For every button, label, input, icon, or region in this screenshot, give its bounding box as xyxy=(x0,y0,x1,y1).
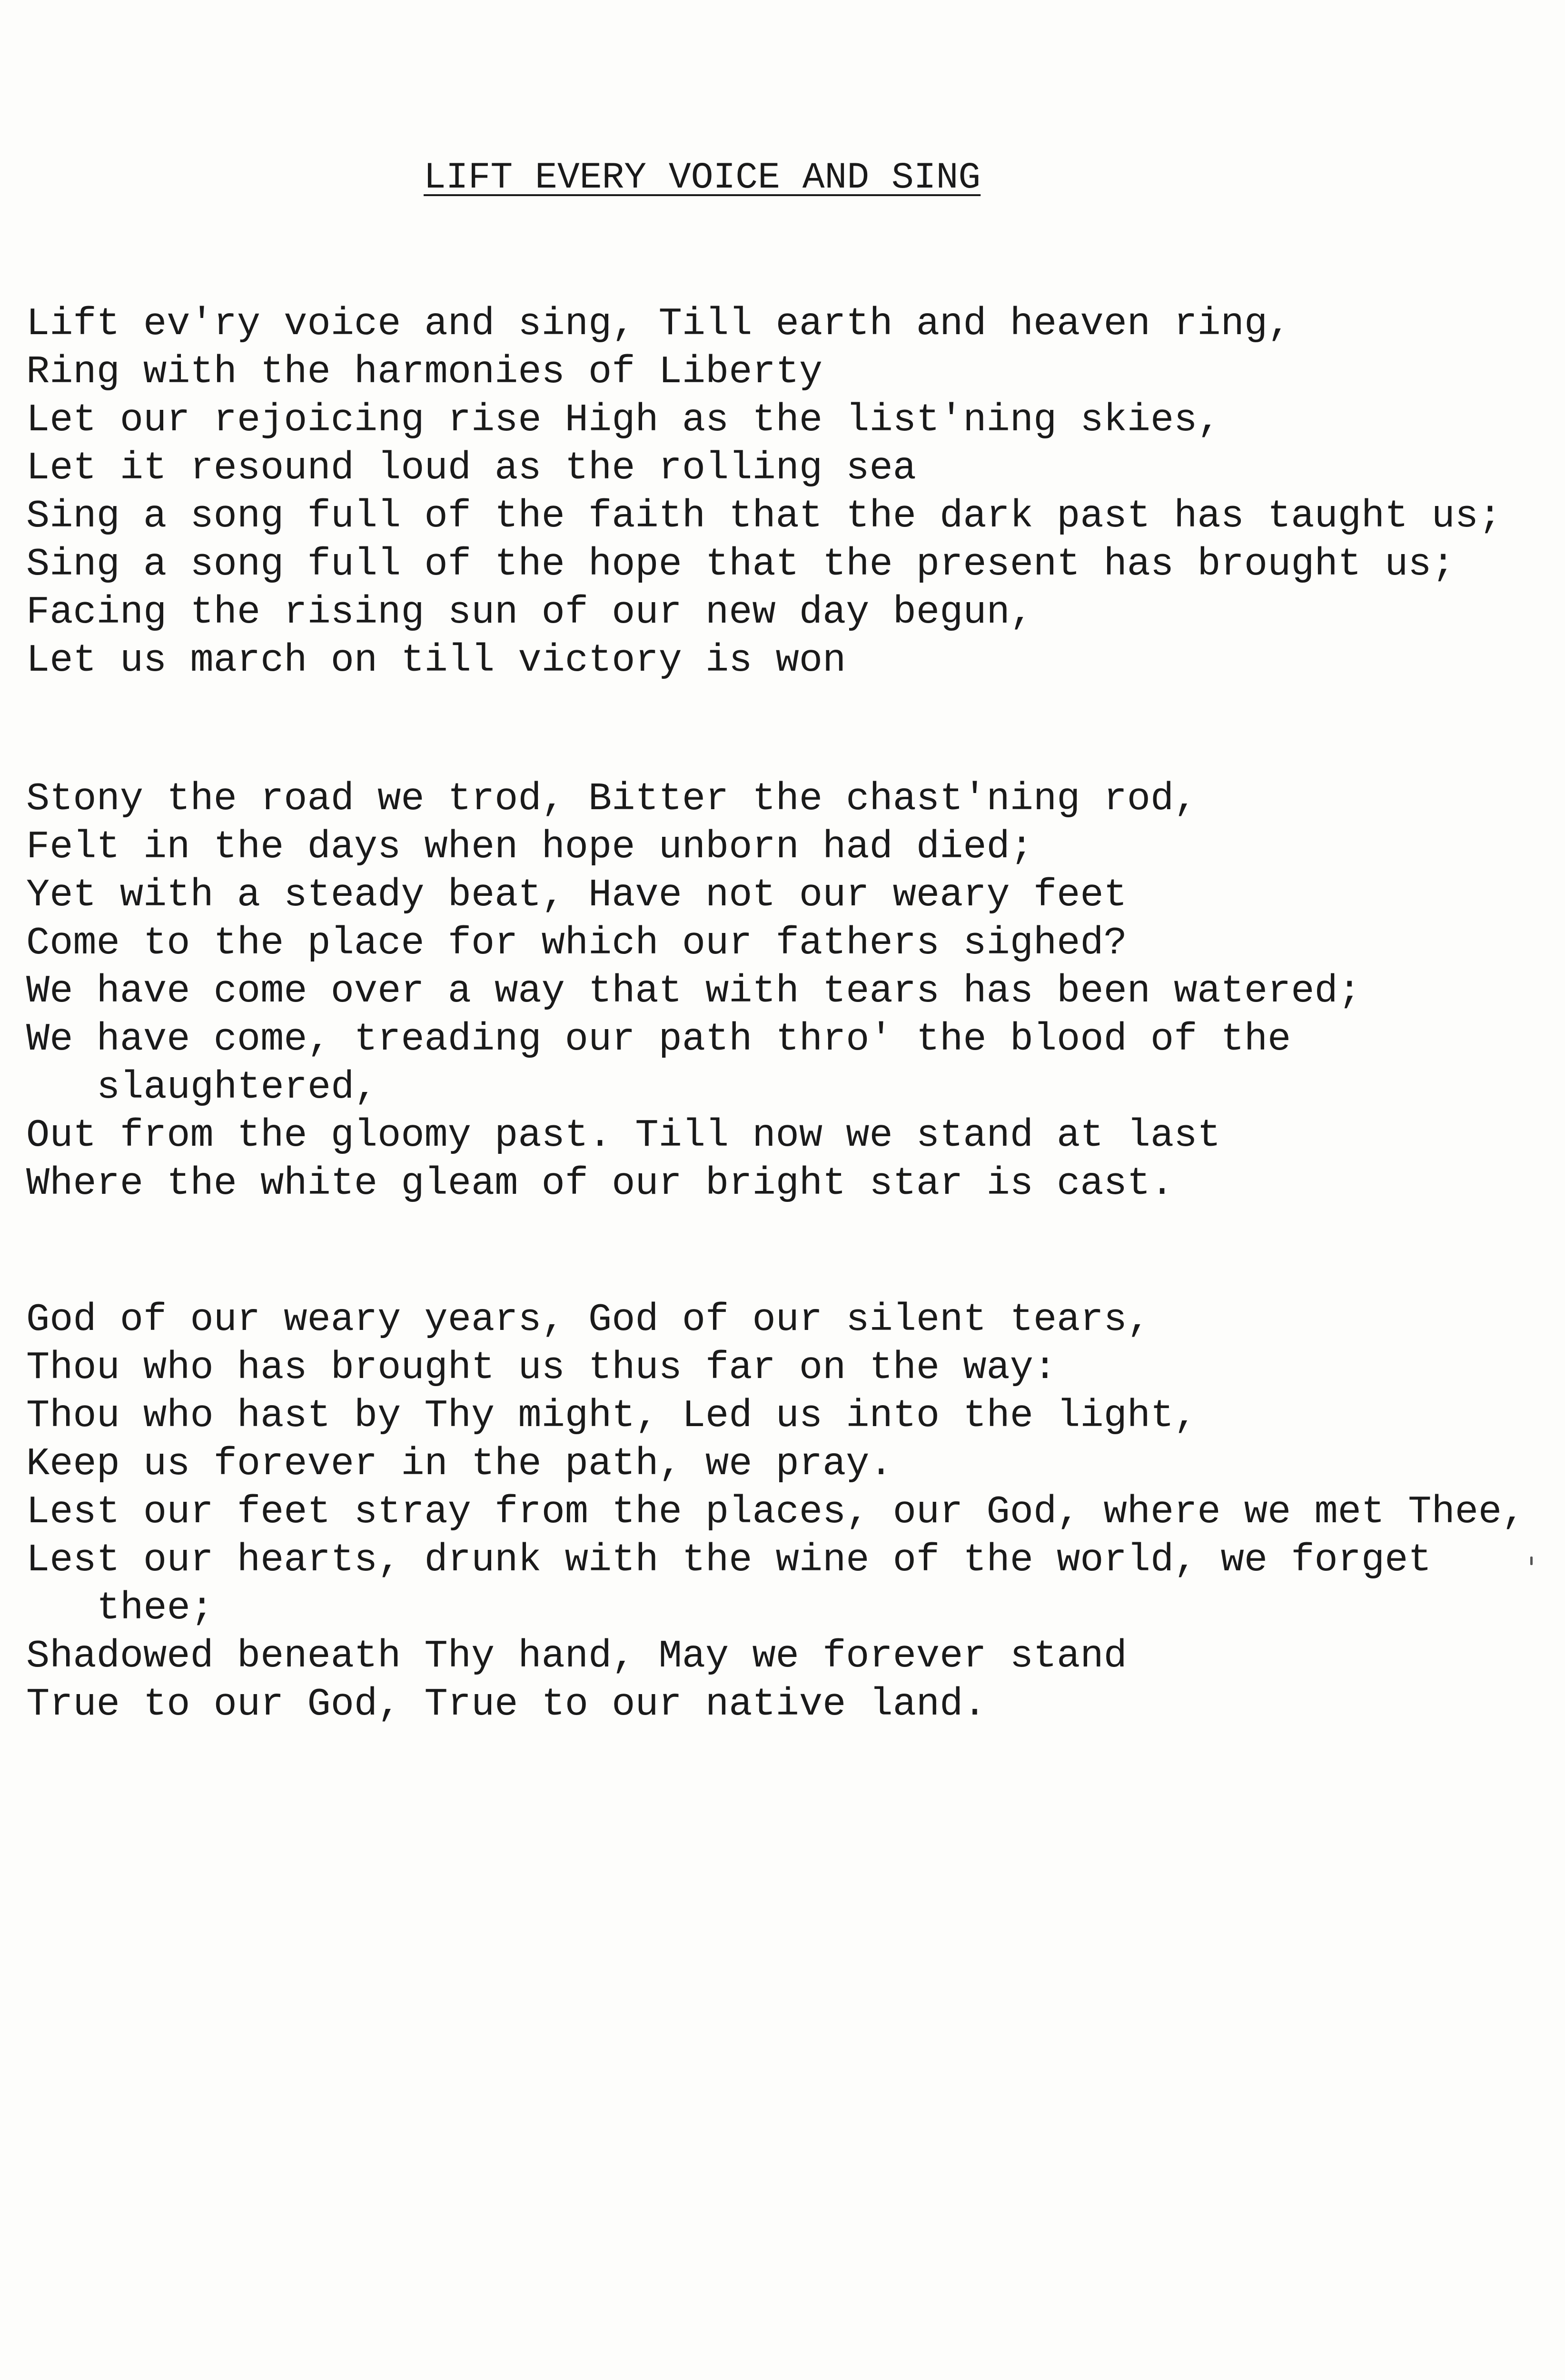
verse-line: Ring with the harmonies of Liberty xyxy=(26,350,823,394)
paper-speck xyxy=(1530,1557,1533,1565)
verse-2 xyxy=(26,775,1361,1208)
verse-line: Yet with a steady beat, Have not our weary feet xyxy=(26,873,1127,917)
verse-line: Where the white gleam of our bright star is cast. xyxy=(26,1161,1174,1206)
verse-line: Let us march on till victory is won xyxy=(26,638,846,683)
verse-line: Facing the rising sun of our new day begun, xyxy=(26,590,1033,635)
verse-line: Lest our hearts, drunk with the wine of the world, we forget xyxy=(26,1538,1432,1582)
verse-line: We have come over a way that with tears has been watered; xyxy=(26,969,1361,1013)
verse-line: Lift ev'ry voice and sing, Till earth and heaven ring, xyxy=(26,302,1291,346)
verse-line: Out from the gloomy past. Till now we stand at last xyxy=(26,1113,1221,1158)
verse-line: God of our weary years, God of our silent tears, xyxy=(26,1298,1150,1342)
verse-line: Stony the road we trod, Bitter the chast'ning rod, xyxy=(26,777,1198,821)
verse-line: Thou who has brought us thus far on the way: xyxy=(26,1346,1057,1390)
verse-line: Keep us forever in the path, we pray. xyxy=(26,1442,893,1486)
song-title: LIFT EVERY VOICE AND SING xyxy=(424,157,981,199)
verse-line: Felt in the days when hope unborn had died; xyxy=(26,825,1033,869)
verse-line: Lest our feet stray from the places, our God, where we met Thee, xyxy=(26,1490,1525,1534)
verse-line: Sing a song full of the hope that the present has brought us; xyxy=(26,542,1455,586)
verse-line: Shadowed beneath Thy hand, May we forever stand xyxy=(26,1634,1127,1678)
verse-line: Let our rejoicing rise High as the list'ning skies, xyxy=(26,398,1221,442)
verse-line: Come to the place for which our fathers sighed? xyxy=(26,921,1127,965)
verse-line-continuation: slaughtered, xyxy=(97,1065,378,1110)
verse-1 xyxy=(26,300,1502,684)
verse-line: Thou who hast by Thy might, Led us into the light, xyxy=(26,1394,1198,1438)
verse-line-continuation: thee; xyxy=(97,1586,214,1630)
verse-line: Sing a song full of the faith that the dark past has taught us; xyxy=(26,494,1502,538)
verse-line: True to our God, True to our native land. xyxy=(26,1682,987,1726)
verse-3 xyxy=(26,1296,1525,1728)
verse-line: We have come, treading our path thro' the blood of the xyxy=(26,1017,1291,1061)
verse-line: Let it resound loud as the rolling sea xyxy=(26,446,916,490)
